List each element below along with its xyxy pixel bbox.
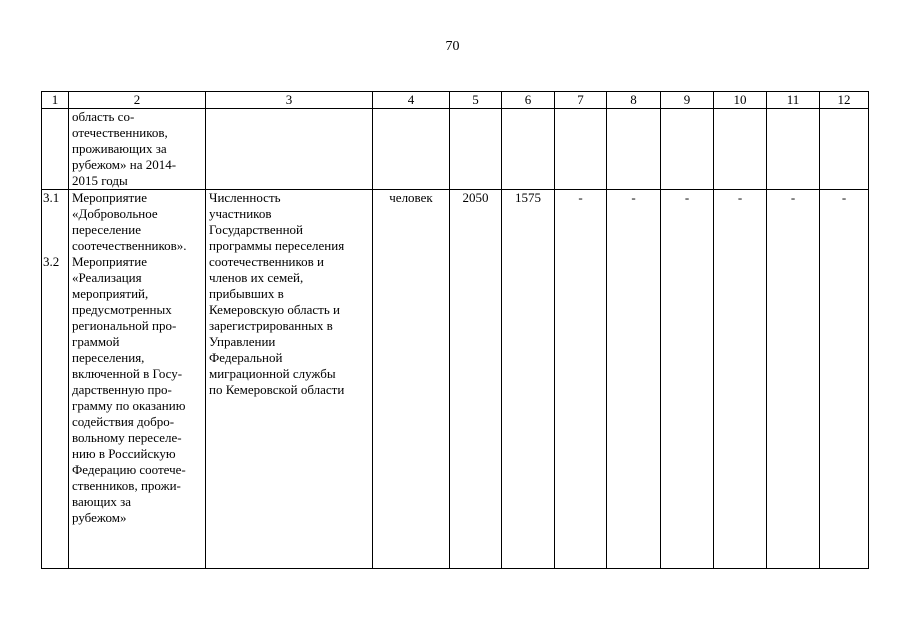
text-line: Государственной — [209, 222, 304, 237]
value-cell: - — [661, 190, 714, 569]
text-line: прибывших в — [209, 286, 284, 301]
text-line: региональной про- — [72, 318, 177, 333]
indicator-name — [206, 190, 373, 569]
column-header: 8 — [607, 92, 661, 109]
column-header: 11 — [767, 92, 820, 109]
row-numbers — [42, 190, 69, 569]
text-line: переселения, — [72, 350, 145, 365]
text-line: вольному переселе- — [72, 430, 182, 445]
continued-row — [42, 109, 869, 190]
table-cell — [607, 109, 661, 190]
continued-program-name — [69, 109, 206, 190]
text-line: Мероприятие — [72, 190, 147, 205]
text-line: граммой — [72, 334, 120, 349]
column-header: 12 — [820, 92, 869, 109]
text-line: Управлении — [209, 334, 276, 349]
table-cell — [450, 109, 502, 190]
text-line: переселение — [72, 222, 141, 237]
table-cell — [502, 109, 555, 190]
value-cell: - — [555, 190, 607, 569]
text-line: включенной в Госу- — [72, 366, 183, 381]
header-row — [42, 92, 869, 109]
table-row — [42, 190, 869, 569]
column-header: 5 — [450, 92, 502, 109]
value-cell: - — [767, 190, 820, 569]
text-line: Численность — [209, 190, 281, 205]
text-line: предусмотренных — [72, 302, 172, 317]
text-line: рубежом» — [72, 510, 127, 525]
text-line: ственников, прожи- — [72, 478, 181, 493]
text-line: Федерацию соотече- — [72, 462, 186, 477]
table-cell — [373, 109, 450, 190]
table-cell — [42, 109, 69, 190]
value-cell: - — [607, 190, 661, 569]
table-cell — [206, 109, 373, 190]
text-line: Кемеровскую область и — [209, 302, 341, 317]
text-line: нию в Российскую — [72, 446, 176, 461]
value-cell: - — [714, 190, 767, 569]
unit-cell: человек — [373, 190, 450, 569]
text-line: участников — [209, 206, 272, 221]
text-line: проживающих за — [72, 141, 167, 156]
value-cell: 1575 — [502, 190, 555, 569]
text-line: содействия добро- — [72, 414, 175, 429]
text-line: область со- — [72, 109, 135, 124]
text-line: соотечественников». — [72, 238, 187, 253]
text-line: «Добровольное — [72, 206, 158, 221]
text-line: рубежом» на 2014- — [72, 157, 177, 172]
column-header: 6 — [502, 92, 555, 109]
text-line: вающих за — [72, 494, 132, 509]
text-line: миграционной службы — [209, 366, 336, 381]
column-header: 4 — [373, 92, 450, 109]
text-line: «Реализация — [72, 270, 142, 285]
row-number: 3.1 — [43, 190, 60, 205]
indicators-table — [41, 91, 869, 569]
table-cell — [767, 109, 820, 190]
text-line: программы переселения — [209, 238, 345, 253]
text-line: зарегистрированных в — [209, 318, 333, 333]
event-names — [69, 190, 206, 569]
column-header: 3 — [206, 92, 373, 109]
text-line: по Кемеровской области — [209, 382, 345, 397]
text-line: грамму по оказанию — [72, 398, 186, 413]
column-header: 7 — [555, 92, 607, 109]
table-cell — [820, 109, 869, 190]
text-line: Мероприятие — [72, 254, 147, 269]
column-header: 2 — [69, 92, 206, 109]
text-line: 2015 годы — [72, 173, 128, 188]
row-number: 3.2 — [43, 254, 60, 269]
page-number: 70 — [445, 39, 460, 54]
text-line: отечественников, — [72, 125, 168, 140]
text-line: членов их семей, — [209, 270, 304, 285]
table-cell — [555, 109, 607, 190]
column-header: 10 — [714, 92, 767, 109]
text-line: Федеральной — [209, 350, 283, 365]
table-cell — [714, 109, 767, 190]
value-cell: - — [820, 190, 869, 569]
column-header: 1 — [42, 92, 69, 109]
table-cell — [661, 109, 714, 190]
text-line: мероприятий, — [72, 286, 149, 301]
value-cell: 2050 — [450, 190, 502, 569]
column-header: 9 — [661, 92, 714, 109]
text-line: соотечественников и — [209, 254, 325, 269]
text-line: дарственную про- — [72, 382, 172, 397]
